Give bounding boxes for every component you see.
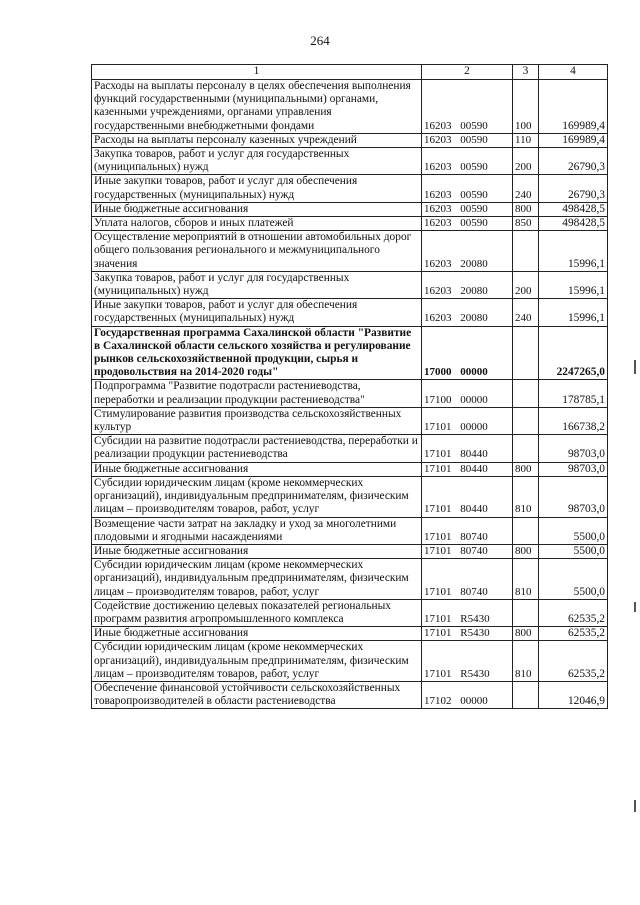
table-row <box>92 435 608 462</box>
row-code: 17101 80740 <box>422 559 513 600</box>
row-vr: 100 <box>513 80 539 134</box>
row-name: Возмещение части затрат на закладку и уход за многолетними плодовыми и ягодными насаждениями <box>92 517 422 544</box>
row-name: Иные бюджетные ассигнования <box>92 462 422 476</box>
table-row <box>92 627 608 641</box>
table-body <box>92 80 608 709</box>
row-vr: 810 <box>513 559 539 600</box>
row-sum: 498428,5 <box>539 217 608 231</box>
row-sum: 5500,0 <box>539 517 608 544</box>
row-vr <box>513 380 539 407</box>
row-vr: 810 <box>513 641 539 682</box>
row-code: 17101 R5430 <box>422 599 513 626</box>
table-row <box>92 380 608 407</box>
row-name: Содействие достижению целевых показателей региональных программ развития агропромышленного комплекса <box>92 599 422 626</box>
row-name: Стимулирование развития производства сельскохозяйственных культур <box>92 407 422 434</box>
row-code: 17101 80440 <box>422 476 513 517</box>
row-code: 17101 80440 <box>422 462 513 476</box>
table-row <box>92 544 608 558</box>
row-sum: 169989,4 <box>539 133 608 147</box>
scan-edge-mark <box>634 602 636 612</box>
row-sum: 5500,0 <box>539 544 608 558</box>
row-sum: 166738,2 <box>539 407 608 434</box>
row-vr <box>513 407 539 434</box>
row-name: Иные бюджетные ассигнования <box>92 627 422 641</box>
row-code: 16203 00590 <box>422 148 513 175</box>
row-code: 17101 00000 <box>422 407 513 434</box>
row-code: 17102 00000 <box>422 681 513 708</box>
row-vr: 240 <box>513 299 539 326</box>
row-name: Субсидии юридическим лицам (кроме некоммерческих организаций), индивидуальным предпринимателям, физическим лицам – производителям товаров, работ, услуг <box>92 641 422 682</box>
table-row <box>92 476 608 517</box>
row-name: Закупка товаров, работ и услуг для государственных (муниципальных) нужд <box>92 271 422 298</box>
row-code: 16203 00590 <box>422 133 513 147</box>
row-sum: 15996,1 <box>539 271 608 298</box>
row-vr: 800 <box>513 544 539 558</box>
row-name: Государственная программа Сахалинской области "Развитие в Сахалинской области сельского хозяйства и регулирование рынков сельскохозяйственной продукции, сырья и продовольствия на 2014-2020 годы" <box>92 326 422 380</box>
row-vr <box>513 231 539 272</box>
scan-edge-mark <box>634 800 636 812</box>
row-name: Субсидии юридическим лицам (кроме некоммерческих организаций), индивидуальным предпринимателям, физическим лицам – производителям товаров, работ, услуг <box>92 559 422 600</box>
row-name: Уплата налогов, сборов и иных платежей <box>92 217 422 231</box>
row-name: Подпрограмма "Развитие подотрасли растениеводства, переработки и реализации продукции растениеводства" <box>92 380 422 407</box>
row-code: 16203 00590 <box>422 80 513 134</box>
table-row <box>92 641 608 682</box>
row-code: 17101 80440 <box>422 435 513 462</box>
row-sum: 178785,1 <box>539 380 608 407</box>
row-name: Иные бюджетные ассигнования <box>92 202 422 216</box>
row-sum: 15996,1 <box>539 231 608 272</box>
row-name: Расходы на выплаты персоналу в целях обеспечения выполнения функций государственными (муниципальными) органами, казенными учреждениями, органами управления государственными внебюджетными фондами <box>92 80 422 134</box>
budget-table <box>91 64 608 709</box>
row-code: 17101 R5430 <box>422 641 513 682</box>
header-name: 1 <box>92 65 422 80</box>
table-row <box>92 133 608 147</box>
row-sum: 98703,0 <box>539 476 608 517</box>
table-row <box>92 271 608 298</box>
table-row <box>92 148 608 175</box>
row-vr: 240 <box>513 175 539 202</box>
table-row <box>92 231 608 272</box>
row-code: 16203 20080 <box>422 299 513 326</box>
table-row <box>92 202 608 216</box>
row-sum: 62535,2 <box>539 641 608 682</box>
row-sum: 15996,1 <box>539 299 608 326</box>
header-vr: 3 <box>513 65 539 80</box>
table-row <box>92 175 608 202</box>
table-row <box>92 559 608 600</box>
page-number: 264 <box>310 33 330 48</box>
row-name: Субсидии юридическим лицам (кроме некоммерческих организаций), индивидуальным предпринимателям, физическим лицам – производителям товаров, работ, услуг <box>92 476 422 517</box>
row-vr <box>513 326 539 380</box>
row-sum: 26790,3 <box>539 148 608 175</box>
row-sum: 98703,0 <box>539 435 608 462</box>
row-name: Осуществление мероприятий в отношении автомобильных дорог общего пользования регионального и межмуниципального значения <box>92 231 422 272</box>
row-sum: 26790,3 <box>539 175 608 202</box>
table-row <box>92 599 608 626</box>
scan-edge-mark <box>634 360 636 374</box>
table-header-row <box>92 65 608 80</box>
row-vr: 850 <box>513 217 539 231</box>
row-code: 16203 20080 <box>422 271 513 298</box>
row-vr <box>513 435 539 462</box>
row-code: 16203 20080 <box>422 231 513 272</box>
row-vr <box>513 681 539 708</box>
row-vr: 800 <box>513 202 539 216</box>
header-sum: 4 <box>539 65 608 80</box>
row-name: Иные закупки товаров, работ и услуг для обеспечения государственных (муниципальных) нужд <box>92 175 422 202</box>
row-sum: 62535,2 <box>539 599 608 626</box>
row-code: 16203 00590 <box>422 202 513 216</box>
row-sum: 12046,9 <box>539 681 608 708</box>
table-row <box>92 407 608 434</box>
header-code: 2 <box>422 65 513 80</box>
row-code: 17101 80740 <box>422 517 513 544</box>
row-name: Закупка товаров, работ и услуг для государственных (муниципальных) нужд <box>92 148 422 175</box>
table-row <box>92 326 608 380</box>
row-name: Расходы на выплаты персоналу казенных учреждений <box>92 133 422 147</box>
row-name: Иные бюджетные ассигнования <box>92 544 422 558</box>
row-vr <box>513 599 539 626</box>
row-vr <box>513 517 539 544</box>
row-vr: 810 <box>513 476 539 517</box>
table-row <box>92 80 608 134</box>
table-row <box>92 462 608 476</box>
table-row <box>92 217 608 231</box>
row-code: 16203 00590 <box>422 175 513 202</box>
row-sum: 2247265,0 <box>539 326 608 380</box>
row-code: 16203 00590 <box>422 217 513 231</box>
row-code: 17101 80740 <box>422 544 513 558</box>
row-name: Иные закупки товаров, работ и услуг для обеспечения государственных (муниципальных) нужд <box>92 299 422 326</box>
row-sum: 62535,2 <box>539 627 608 641</box>
row-vr: 200 <box>513 148 539 175</box>
row-code: 17101 R5430 <box>422 627 513 641</box>
row-code: 17000 00000 <box>422 326 513 380</box>
row-vr: 110 <box>513 133 539 147</box>
row-sum: 5500,0 <box>539 559 608 600</box>
table-row <box>92 517 608 544</box>
row-code: 17100 00000 <box>422 380 513 407</box>
row-sum: 169989,4 <box>539 80 608 134</box>
table-row <box>92 681 608 708</box>
table-row <box>92 299 608 326</box>
row-sum: 98703,0 <box>539 462 608 476</box>
row-sum: 498428,5 <box>539 202 608 216</box>
row-name: Субсидии на развитие подотрасли растениеводства, переработки и реализации продукции растениеводства <box>92 435 422 462</box>
row-name: Обеспечение финансовой устойчивости сельскохозяйственных товаропроизводителей в области растениеводства <box>92 681 422 708</box>
row-vr: 200 <box>513 271 539 298</box>
row-vr: 800 <box>513 627 539 641</box>
row-vr: 800 <box>513 462 539 476</box>
